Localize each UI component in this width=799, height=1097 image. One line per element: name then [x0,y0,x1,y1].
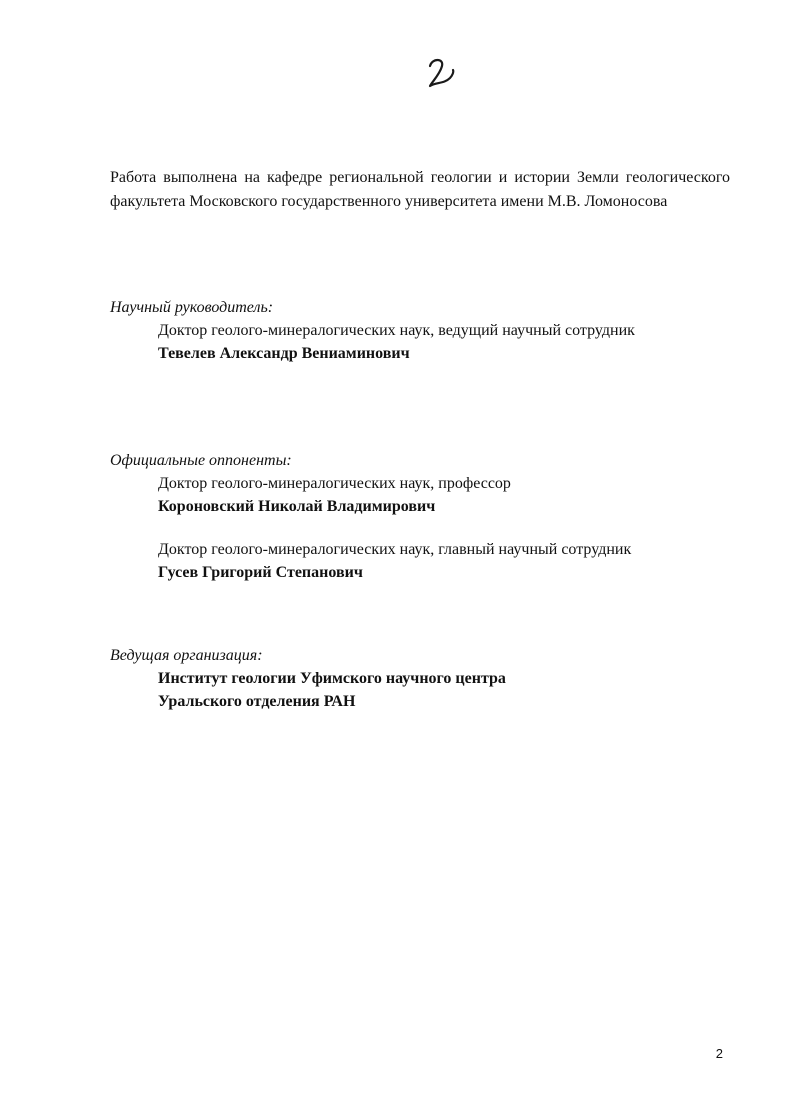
opponent-1-degree: Доктор геолого-минералогических наук, профессор [158,475,511,492]
opponents-title: Официальные оппоненты: [110,452,292,469]
opponent-2-degree: Доктор геолого-минералогических наук, главный научный сотрудник [158,541,632,558]
organization-title: Ведущая организация: [110,647,263,664]
intro-line-2: факультета Московского государственного университета имени М.В. Ломоносова [110,193,668,210]
organization-section [110,644,730,713]
supervisor-degree: Доктор геолого-минералогических наук, ведущий научный сотрудник [158,322,635,339]
organization-line-1: Институт геологии Уфимского научного центра [158,670,506,687]
supervisor-title: Научный руководитель: [110,299,274,316]
opponents-spacer [110,518,730,538]
supervisor-name: Тевелев Александр Вениаминович [158,345,410,362]
supervisor-section [110,296,730,365]
organization-line-2: Уральского отделения РАН [158,693,356,710]
intro-line-1: Работа выполнена на кафедре региональной геологии и истории Земли геологического [110,169,730,186]
intro-paragraph [110,166,730,214]
page-number: 2 [715,1046,723,1061]
opponent-2-name: Гусев Григорий Степанович [158,564,363,581]
opponents-section [110,449,730,584]
opponent-1-name: Короновский Николай Владимирович [158,498,436,515]
handwritten-page-number [420,52,460,92]
